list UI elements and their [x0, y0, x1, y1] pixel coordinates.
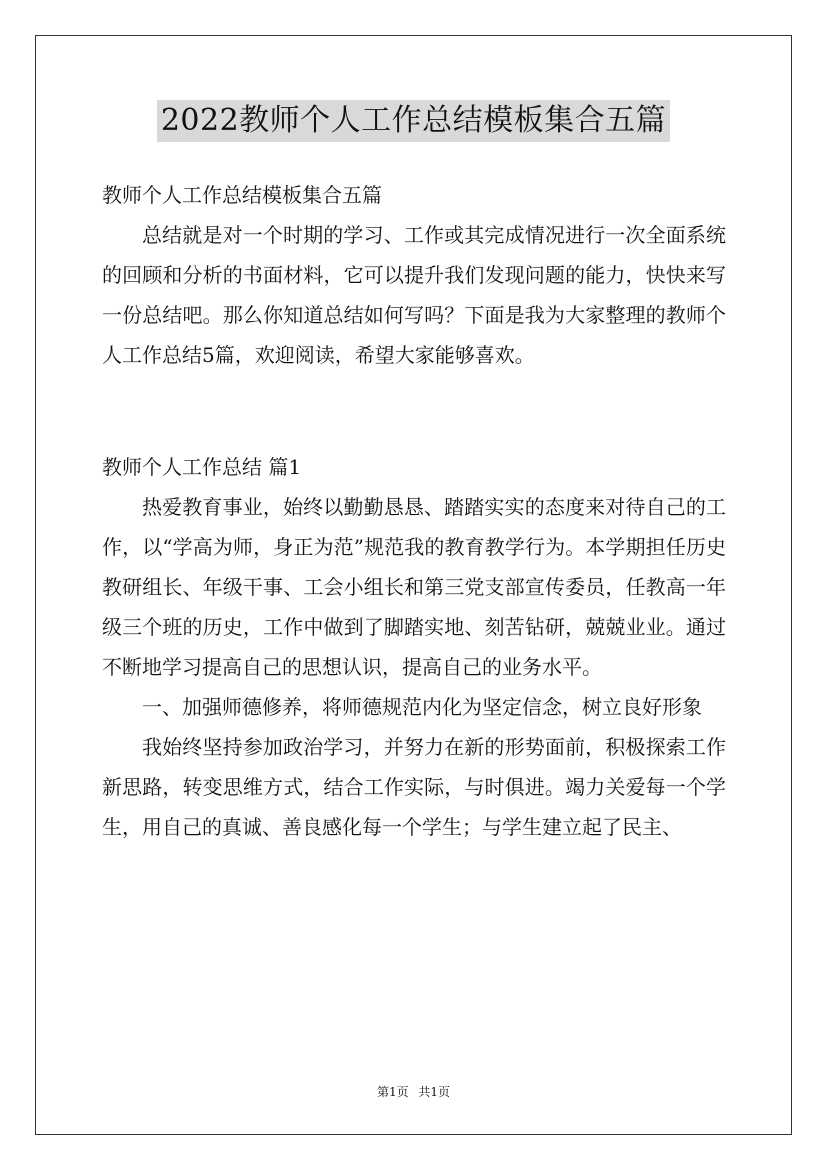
page-footer: [0, 1083, 827, 1101]
section-paragraph-1: 热爱教育事业，始终以勤勤恳恳、踏踏实实的态度来对待自己的工作，以“学高为师，身正为范”规范我的教育教学行为。本学期担任历史教研组长、年级干事、工会小组长和第三党支部宣传委员，任教高一年级三个班的历史，工作中做到了脚踏实地、刻苦钻研，兢兢业业。通过不断地学习提高自己的思想认识，提高自己的业务水平。: [102, 495, 726, 679]
page-total: 共1页: [418, 1085, 451, 1099]
section-point-1: 一、加强师德修养，将师德规范内化为坚定信念，树立良好形象: [142, 695, 702, 719]
section-heading: 教师个人工作总结 篇1: [102, 455, 302, 479]
document-subtitle: 教师个人工作总结模板集合五篇: [102, 183, 382, 207]
page-number: 第1页: [376, 1085, 409, 1099]
title-area: [0, 100, 827, 142]
document-body: [102, 175, 726, 847]
section-paragraph-2: 我始终坚持参加政治学习，并努力在新的形势面前，积极探索工作新思路，转变思维方式，结合工作实际，与时俱进。竭力关爱每一个学生，用自己的真诚、善良感化每一个学生；与学生建立起了民主、: [102, 735, 726, 839]
intro-paragraph: 总结就是对一个时期的学习、工作或其完成情况进行一次全面系统的回顾和分析的书面材料，它可以提升我们发现问题的能力，快快来写一份总结吧。那么你知道总结如何写吗？下面是我为大家整理的教师个人工作总结5篇，欢迎阅读，希望大家能够喜欢。: [102, 223, 726, 367]
document-title: 2022教师个人工作总结模板集合五篇: [157, 100, 670, 142]
section-gap: [102, 375, 726, 447]
